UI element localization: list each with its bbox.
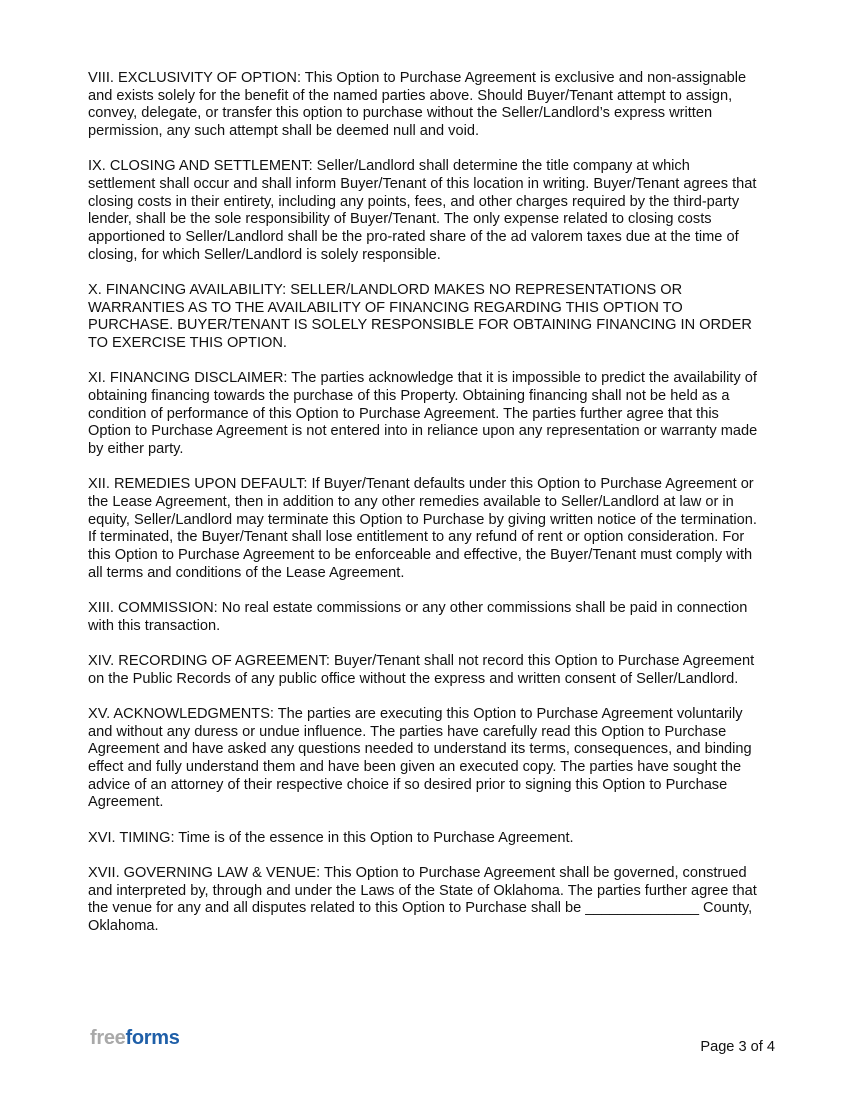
clause-financing-availability: X. FINANCING AVAILABILITY: SELLER/LANDLORD MAKES NO REPRESENTATIONS OR WARRANTIES AS TO THE AVAILABILITY OF FINANCING REGARDING THIS OPTION TO PURCHASE. BUYER/TENANT IS SOLELY RESPONSIBLE FOR OBTAINING FINANCING IN ORDER TO EXERCISE THIS OPTION. [88, 282, 752, 352]
clause-acknowledgments: XV. ACKNOWLEDGMENTS: The parties are executing this Option to Purchase Agreement voluntarily and without any duress or undue influence. The parties have carefully read this Option to Purchase Agreement and have asked any questions needed to understand its terms, consequences, and binding effect and fully understand them and have been given an executed copy. The parties have sought the advice of an attorney of their respective choice if so desired prior to signing this Option to Purchase Agreement. [88, 705, 752, 811]
clause-exclusivity: VIII. EXCLUSIVITY OF OPTION: This Option to Purchase Agreement is exclusive and non-assignable and exists solely for the benefit of the named parties above. Should Buyer/Tenant attempt to assign, convey, delegate, or transfer this option to purchase without the Seller/Landlord’s express written permission, any such attempt shall be deemed null and void. [88, 70, 747, 140]
clause-timing: XVI. TIMING: Time is of the essence in this Option to Purchase Agreement. [88, 829, 574, 846]
clause-remedies-default: XII. REMEDIES UPON DEFAULT: If Buyer/Tenant defaults under this Option to Purchase Agreement or the Lease Agreement, then in addition to any other remedies available to Seller/Landlord at law or in equity, Seller/Landlord may terminate this Option to Purchase by giving written notice of the termination. If terminated, the Buyer/Tenant shall lose entitlement to any refund of rent or option consideration. For this Option to Purchase Agreement to be enforceable and effective, the Buyer/Tenant must comply with all terms and conditions of the Lease Agreement. [88, 476, 757, 581]
clause-recording: XIV. RECORDING OF AGREEMENT: Buyer/Tenant shall not record this Option to Purchase Agreement on the Public Records of any public office without the express and written consent of Seller/Landlord. [88, 652, 755, 687]
page-number: Page 3 of 4 [700, 1039, 775, 1055]
clause-commission: XIII. COMMISSION: No real estate commissions or any other commissions shall be paid in connection with this transaction. [88, 600, 748, 634]
clause-closing-settlement: IX. CLOSING AND SETTLEMENT: Seller/Landlord shall determine the title company at which settlement shall occur and shall inform Buyer/Tenant of this location in writing. Buyer/Tenant agrees that closing costs in their entirety, including any points, fees, and other charges required by the third-party lender, shall be the sole responsibility of Buyer/Tenant. The only expense related to closing costs apportioned to Seller/Landlord shall be the pro-rated share of the ad valorem taxes due at the time of closing, for which Seller/Landlord is solely responsible. [88, 158, 757, 263]
freeforms-logo [90, 1027, 180, 1050]
document-body [88, 70, 760, 953]
clause-financing-disclaimer: XI. FINANCING DISCLAIMER: The parties acknowledge that it is impossible to predict the availability of obtaining financing towards the purchase of this Property. Obtaining financing shall not be held as a condition of performance of this Option to Purchase Agreement. The parties further agree that this Option to Purchase Agreement is not entered into in reliance upon any representation or warranty made by either party. [88, 370, 758, 458]
logo-free-text: free [90, 1027, 126, 1049]
clause-governing-law: XVII. GOVERNING LAW & VENUE: This Option to Purchase Agreement shall be governed, construed and interpreted by, through and under the Laws of the State of Oklahoma. The parties further agree that the venue for any and all disputes related to this Option to Purchase shall be ______________ County, Oklahoma. [88, 864, 757, 934]
logo-forms-text: forms [125, 1027, 180, 1049]
